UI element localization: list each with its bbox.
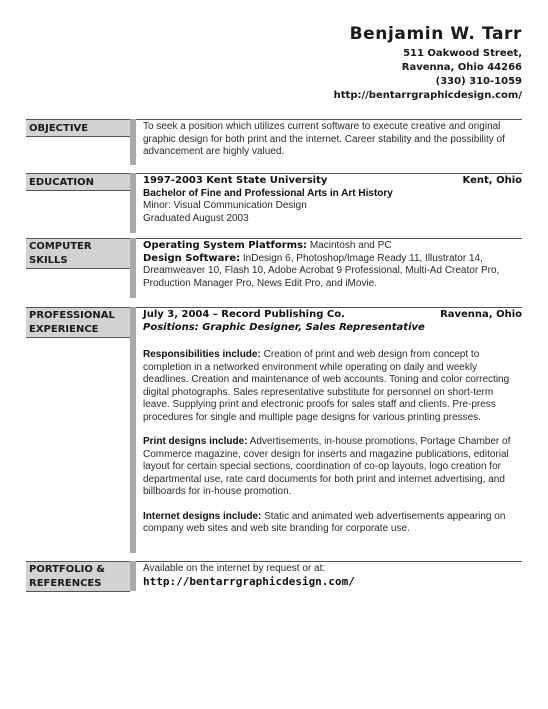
job-positions: Positions: Graphic Designer, Sales Representative <box>143 321 425 333</box>
degree: Bachelor of Fine and Professional Arts in Art History <box>143 187 393 199</box>
experience-label-line1: PROFESSIONAL <box>29 310 115 321</box>
job-heading-row <box>143 309 522 322</box>
responsibilities-label: Responsibilities include: <box>143 349 261 360</box>
portfolio-text: Available on the internet by request or at: <box>143 563 326 574</box>
print-designs-text: Advertisements, in-house promotions, Portage Chamber of Commerce magazine, cover design for inserts and magazine publications, editorial layout for certain special sections, coordination of co-op layouts, logo creation for departmental use, rate card documents for both print and internet advertising, and billboards for in-house promotion. <box>143 436 511 497</box>
job-location: Ravenna, Ohio <box>440 309 522 320</box>
education-section <box>26 173 522 235</box>
applicant-name: Benjamin W. Tarr <box>349 24 522 44</box>
responsibilities <box>143 349 522 424</box>
objective-section <box>26 119 522 167</box>
internet-designs-label: Internet designs include: <box>143 510 262 522</box>
portfolio-content <box>143 563 522 588</box>
portfolio-label-line1: PORTFOLIO & <box>29 564 106 575</box>
section-rule <box>136 119 522 120</box>
experience-section <box>26 307 522 555</box>
skills-section <box>26 238 522 300</box>
portfolio-section <box>26 561 522 593</box>
design-software <box>143 253 522 291</box>
section-rule <box>136 307 522 308</box>
education-heading: 1997-2003 Kent State University <box>143 175 328 186</box>
internet-designs <box>143 511 522 536</box>
section-bar <box>130 238 136 298</box>
design-software-value: InDesign 6, Photoshop/Image Ready 11, Illustrator 14, Dreamweaver 10, Flash 10, Adobe Acrobat 9 Professional, Multi-Ad Creator Pro, Production Manager Pro, News Edit Pro, and iMovie. <box>143 252 500 289</box>
section-rule <box>136 561 522 562</box>
section-bar <box>130 307 136 553</box>
design-software-label: Design Software: <box>143 252 241 264</box>
section-bar <box>130 173 136 233</box>
section-rule <box>136 238 522 239</box>
education-label: EDUCATION <box>29 177 94 188</box>
education-heading-row <box>143 175 522 188</box>
education-content <box>143 175 522 225</box>
section-rule <box>136 173 522 174</box>
objective-label: OBJECTIVE <box>29 123 89 134</box>
skills-label-line1: COMPUTER <box>29 241 92 252</box>
print-designs <box>143 436 522 499</box>
experience-label-line2: EXPERIENCE <box>29 324 99 335</box>
os-platforms-value: Macintosh and PC <box>307 240 392 251</box>
section-bar <box>130 119 136 165</box>
portfolio-label <box>29 563 129 591</box>
portfolio-url[interactable]: http://bentarrgraphicdesign.com/ <box>143 574 355 588</box>
skills-label <box>29 240 129 268</box>
experience-label <box>29 309 129 337</box>
os-platforms-label: Operating System Platforms: <box>143 240 308 251</box>
graduation-date: Graduated August 2003 <box>143 212 249 224</box>
resume-header <box>334 24 522 103</box>
minor: Minor: Visual Communication Design <box>143 200 307 211</box>
city-state-zip: Ravenna, Ohio 44266 <box>401 62 522 73</box>
skills-label-line2: SKILLS <box>29 255 68 266</box>
section-bar <box>130 561 136 591</box>
website-link[interactable]: http://bentarrgraphicdesign.com/ <box>333 90 522 101</box>
objective-text: To seek a position which utilizes current software to execute creative and original graphic design for both print and the internet. Career stability and the possibility of advancement are highly valued. <box>143 121 505 157</box>
internet-designs-text: Static and animated web advertisements appearing on company web sites and web site branding for corporate use. <box>143 510 506 534</box>
portfolio-label-line2: REFERENCES <box>29 578 102 589</box>
job-heading: July 3, 2004 – Record Publishing Co. <box>143 309 345 320</box>
os-platforms <box>143 240 522 253</box>
skills-content <box>143 240 522 290</box>
experience-content <box>143 309 522 536</box>
education-location: Kent, Ohio <box>462 175 522 186</box>
street-address: 511 Oakwood Street, <box>403 48 522 59</box>
print-designs-label: Print designs include: <box>143 436 248 447</box>
responsibilities-text: Creation of print and web design from concept to completion in a networked environment while operating on daily and weekly deadlines. Creation and maintenance of web accounts. Toning and color correcting digital photographs. Sales representative substitute for personnel on short-term leave. Supplying print and electronic proofs for sales staff and clients. Pre-press procedures for single and multiple page designs for various printing presses. <box>143 349 510 423</box>
phone-number: (330) 310-1059 <box>435 76 522 87</box>
